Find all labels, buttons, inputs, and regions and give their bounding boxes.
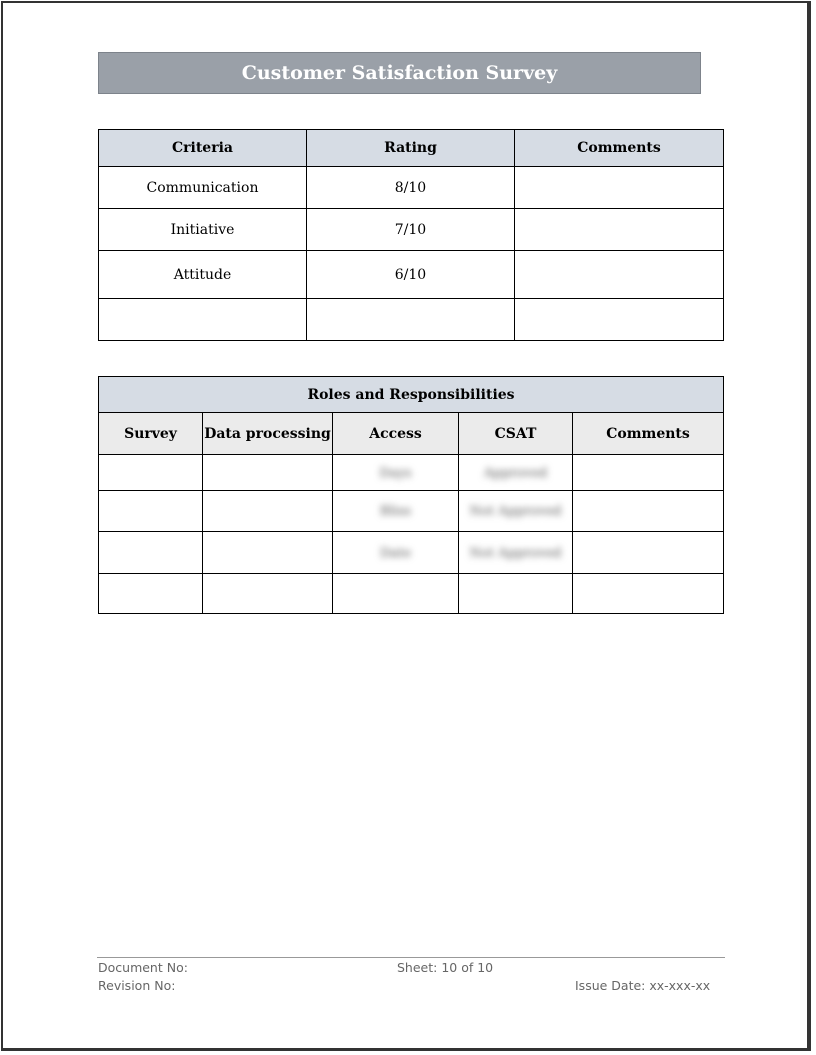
- document-page: [1, 1, 811, 1051]
- roles-table-title: Roles and Responsibilities: [99, 377, 724, 413]
- roles-table-header-row: [99, 413, 724, 455]
- survey-cell: [99, 455, 203, 491]
- header-criteria: Criteria: [99, 130, 307, 167]
- csat-cell: [459, 574, 573, 614]
- survey-cell: [99, 532, 203, 574]
- roles-table: [98, 376, 724, 614]
- header-rating: Rating: [307, 130, 515, 167]
- survey-cell: [99, 491, 203, 532]
- comments-cell: [573, 455, 724, 491]
- page-title: Customer Satisfaction Survey: [241, 62, 558, 84]
- table-row: [99, 209, 724, 251]
- rating-cell: 8/10: [307, 167, 515, 209]
- data-processing-cell: [203, 532, 333, 574]
- title-banner: [98, 52, 701, 94]
- comments-cell: [573, 574, 724, 614]
- csat-cell: [459, 532, 573, 574]
- survey-table-header-row: [99, 130, 724, 167]
- blurred-text: Bliss: [379, 504, 412, 519]
- criteria-cell: [99, 299, 307, 341]
- table-row: [99, 251, 724, 299]
- header-csat: CSAT: [459, 413, 573, 455]
- table-row: [99, 574, 724, 614]
- comments-cell: [515, 299, 724, 341]
- comments-cell: [515, 209, 724, 251]
- comments-cell: [515, 251, 724, 299]
- criteria-cell: Initiative: [99, 209, 307, 251]
- blurred-text: Not Approved: [469, 545, 562, 561]
- survey-cell: [99, 574, 203, 614]
- header-comments: Comments: [515, 130, 724, 167]
- blurred-text: Days: [379, 465, 412, 481]
- access-cell: [333, 455, 459, 491]
- table-row: [99, 167, 724, 209]
- criteria-cell: Attitude: [99, 251, 307, 299]
- comments-cell: [515, 167, 724, 209]
- access-cell: [333, 532, 459, 574]
- access-cell: [333, 574, 459, 614]
- roles-table-title-row: [99, 377, 724, 413]
- access-cell: [333, 491, 459, 532]
- csat-cell: [459, 491, 573, 532]
- comments-cell: [573, 532, 724, 574]
- data-processing-cell: [203, 574, 333, 614]
- revision-no: Revision No:: [98, 978, 176, 993]
- table-row: [99, 299, 724, 341]
- footer-divider: [97, 957, 725, 958]
- data-processing-cell: [203, 455, 333, 491]
- csat-cell: [459, 455, 573, 491]
- blurred-text: Not Approved: [469, 504, 562, 519]
- issue-date: Issue Date: xx-xxx-xx: [575, 978, 711, 993]
- rating-cell: [307, 299, 515, 341]
- criteria-cell: Communication: [99, 167, 307, 209]
- survey-table: [98, 129, 724, 341]
- rating-cell: 6/10: [307, 251, 515, 299]
- rating-cell: 7/10: [307, 209, 515, 251]
- header-data-processing: Data processing: [203, 413, 333, 455]
- sheet-number: Sheet: 10 of 10: [397, 960, 494, 975]
- table-row: [99, 455, 724, 491]
- table-row: [99, 491, 724, 532]
- data-processing-cell: [203, 491, 333, 532]
- blurred-text: Date: [379, 545, 412, 561]
- table-row: [99, 532, 724, 574]
- blurred-text: Approved: [483, 465, 548, 481]
- document-no: Document No:: [98, 960, 188, 975]
- header-comments: Comments: [573, 413, 724, 455]
- comments-cell: [573, 491, 724, 532]
- header-access: Access: [333, 413, 459, 455]
- header-survey: Survey: [99, 413, 203, 455]
